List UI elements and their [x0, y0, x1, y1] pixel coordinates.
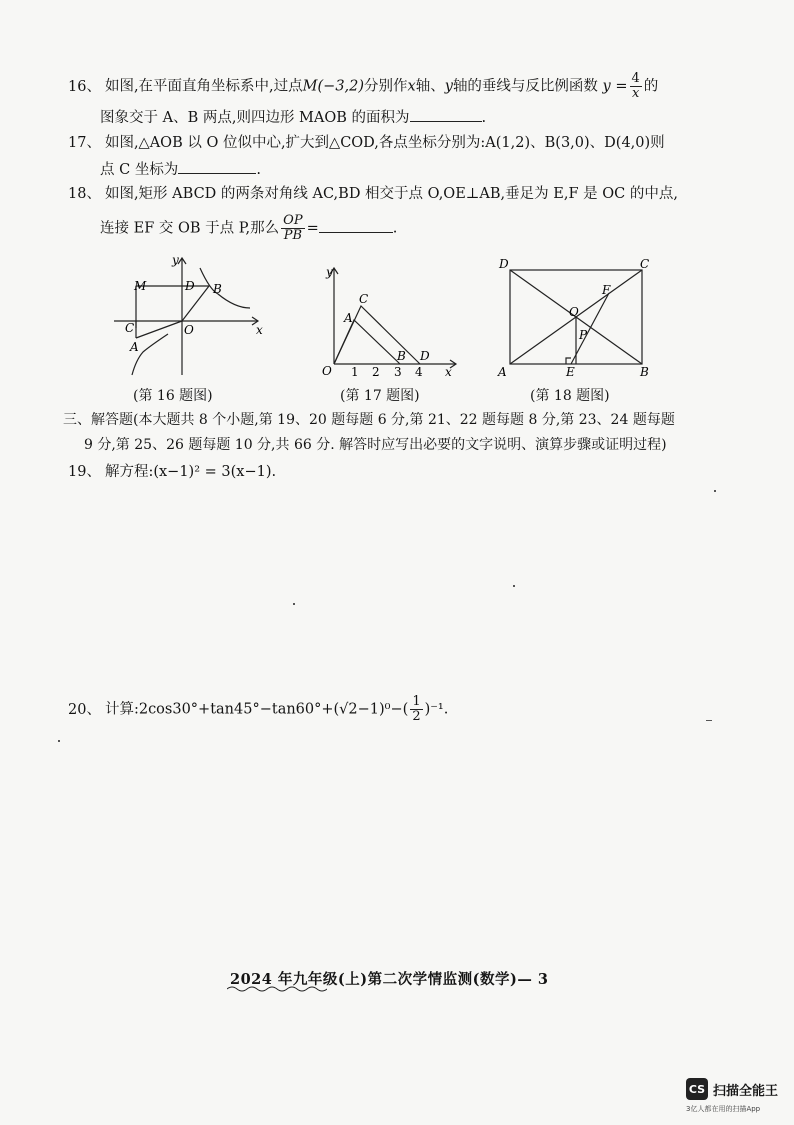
q17-end: . [256, 162, 261, 178]
q18-fraction [281, 214, 304, 243]
fig17-tick-3: 3 [394, 365, 402, 379]
q20-number: 20、 [68, 701, 101, 718]
q16-line2-text: 图象交于 A、B 两点,则四边形 MAOB 的面积为 [100, 110, 410, 126]
fig18-right-angle [566, 358, 571, 364]
fig17-label-d: D [420, 349, 430, 363]
scan-speck [706, 720, 712, 721]
q16-func-fraction [630, 72, 642, 101]
fig16-label-d: D [185, 279, 195, 293]
fig17-tick-1: 1 [351, 365, 359, 379]
q17-number: 17、 [68, 135, 101, 151]
fig17-tick-4: 4 [415, 365, 423, 379]
footer-wavy-underline [227, 985, 327, 993]
section3-line2: 9 分,第 25、26 题每题 10 分,共 66 分. 解答时应写出必要的文字说明、演算步骤或证明过程) [84, 437, 667, 453]
section3-line1: 三、解答题(本大题共 8 个小题,第 19、20 题每题 6 分,第 21、22 题每题 8 分,第 23、24 题每题 [63, 412, 675, 428]
q20-fraction [410, 695, 422, 724]
q18-frac-den: PB [283, 228, 303, 243]
q16-func-num: 4 [631, 71, 640, 86]
fig16-label-c: C [125, 321, 135, 335]
fig18-label-p: P [579, 328, 588, 342]
fig16-line-ao [136, 321, 182, 338]
fig18-label-e: E [566, 365, 575, 379]
fig16-label-m: M [134, 279, 147, 293]
fig17-label-x: x [445, 365, 452, 379]
q16-end: . [481, 110, 487, 126]
q16-func-den: x [631, 86, 640, 101]
q19-number: 19、 [68, 464, 101, 480]
fig18-label-c: C [640, 257, 650, 271]
q17-line2 [100, 159, 261, 180]
q18-line2 [100, 214, 397, 243]
q16-number: 16、 [68, 78, 101, 95]
q20-text2: )⁻¹. [424, 701, 449, 718]
q16-answer-blank[interactable] [410, 107, 482, 122]
q16-point-m: M(−3,2) [302, 78, 365, 95]
q16-text1: 如图,在平面直角坐标系中,过点 [104, 78, 303, 95]
q16-line1 [68, 72, 658, 101]
q16-y: y [444, 78, 453, 95]
fig16-label-x: x [256, 323, 263, 337]
fig18-label-b: B [640, 365, 649, 379]
q18-equals: = [306, 220, 319, 237]
q20-frac-num: 1 [412, 694, 421, 709]
fig16-label-a: A [130, 340, 139, 354]
page-footer: 2024 年九年级(上)第二次学情监测(数学)— 3 [230, 971, 549, 988]
fig18-label-f: F [602, 283, 611, 297]
scan-speck [714, 490, 716, 492]
fig17-label-o: O [322, 364, 332, 378]
scanner-app-slogan: 3亿人都在用的扫描App [686, 1105, 761, 1113]
fig18-label-a: A [498, 365, 507, 379]
q20-frac-den: 2 [412, 709, 421, 724]
figure-17 [316, 262, 464, 380]
fig16-label-y: y [172, 253, 179, 267]
q19-line [68, 462, 276, 482]
q16-text2: 分别作 [364, 78, 408, 95]
q18-end: . [392, 220, 398, 237]
scan-speck [58, 740, 60, 742]
fig17-label-a: A [344, 311, 353, 325]
scan-speck [513, 585, 515, 587]
fig16-label-b: B [213, 282, 222, 296]
q18-line1-text: 如图,矩形 ABCD 的两条对角线 AC,BD 相交于点 O,OE⊥AB,垂足为 E,F 是 OC 的中点, [104, 186, 678, 202]
q18-number: 18、 [68, 186, 101, 202]
fig18-label-d: D [499, 257, 509, 271]
fig18-label-o: O [569, 305, 579, 319]
figure-16 [110, 250, 270, 380]
fig17-label-y: y [326, 265, 333, 279]
figure-18 [494, 254, 658, 380]
fig17-tick-2: 2 [372, 365, 380, 379]
fig18-caption: (第 18 题图) [530, 388, 610, 404]
scan-speck [293, 603, 295, 605]
q16-text5: 的 [643, 78, 659, 95]
q17-line1-text: 如图,△AOB 以 O 位似中心,扩大到△COD,各点坐标分别为:A(1,2)、B(3,0)、D(4,0)则 [104, 135, 665, 151]
q19-text: 解方程:(x−1)² = 3(x−1). [104, 464, 277, 480]
fig17-caption: (第 17 题图) [340, 388, 420, 404]
q18-line1 [68, 184, 678, 204]
q18-answer-blank[interactable] [319, 218, 393, 233]
q16-x: x [407, 78, 416, 95]
q17-line2-text: 点 C 坐标为 [100, 162, 179, 178]
q17-line1 [68, 133, 665, 153]
fig17-triangle-aob [334, 320, 400, 364]
q16-text4: 轴的垂线与反比例函数 [452, 78, 598, 95]
fig18-line-ef [571, 293, 609, 364]
q18-frac-num: OP [283, 213, 303, 228]
q17-answer-blank[interactable] [178, 159, 256, 174]
q18-line2a: 连接 EF 交 OB 于点 P,那么 [100, 220, 280, 237]
cs-badge-icon: CS [686, 1078, 708, 1100]
q20-text1: 计算:2cos30°+tan45°−tan60°+(√2−1)⁰−( [104, 701, 409, 718]
fig17-label-c: C [359, 292, 369, 306]
fig16-caption: (第 16 题图) [133, 388, 213, 404]
fig17-label-b: B [397, 349, 406, 363]
scanner-app-name: 扫描全能王 [713, 1084, 779, 1099]
fig16-label-o: O [184, 323, 194, 337]
q16-line2 [100, 107, 486, 128]
q16-func-lhs: y = [602, 78, 628, 95]
q16-text3: 轴、 [415, 78, 445, 95]
q20-line [68, 695, 448, 724]
